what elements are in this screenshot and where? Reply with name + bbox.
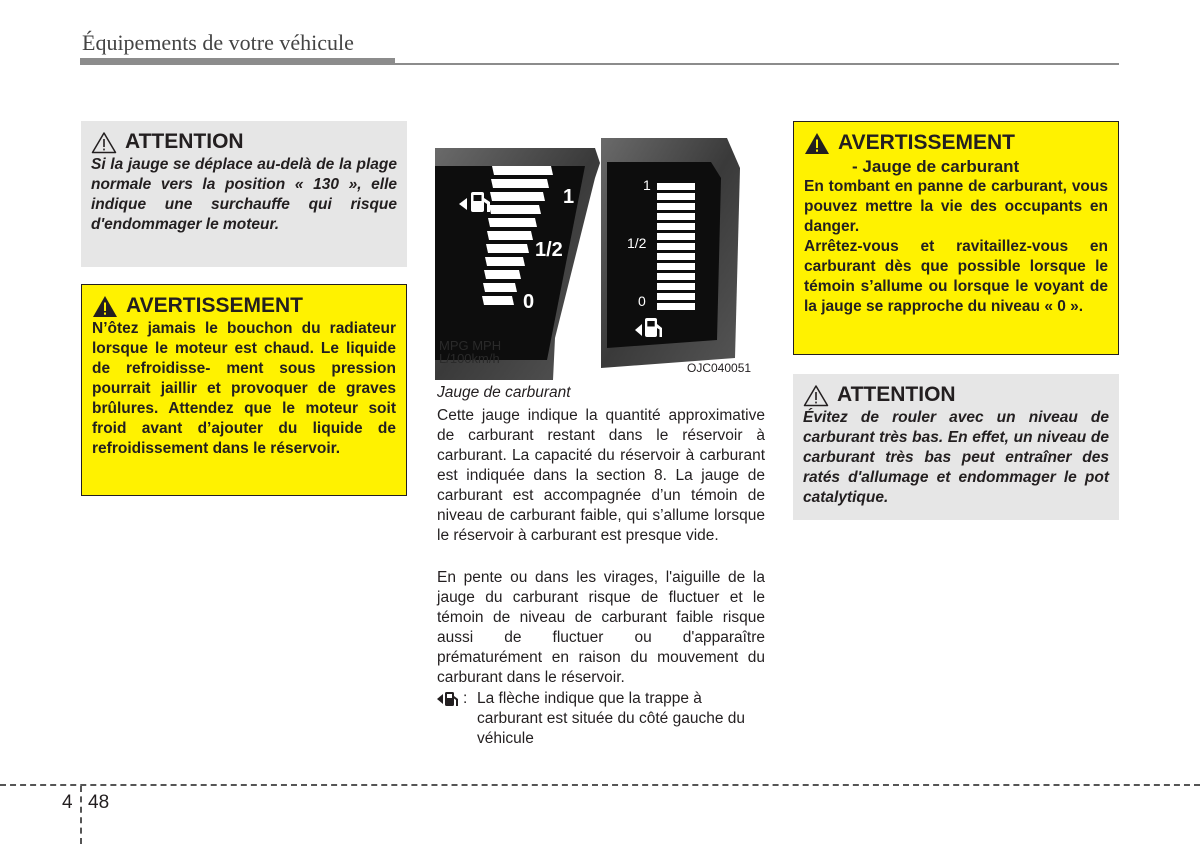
gauge-a-bg-text-2: L/100km/h: [439, 351, 500, 366]
gauge-a-half-mark: 1/2: [535, 239, 563, 261]
gauge-a-full-mark: 1: [563, 186, 575, 208]
gauge-b-full-mark: 1: [643, 177, 651, 193]
avertissement-title: AVERTISSEMENT: [126, 294, 303, 317]
gauge-b-half-mark: 1/2: [627, 235, 647, 251]
warning-triangle-icon: [92, 295, 118, 318]
gauge-a-empty-mark: 0: [523, 291, 535, 313]
attention-low-fuel-title: ATTENTION: [837, 383, 956, 406]
footer-divider: [80, 786, 82, 844]
fuel-gauge-heading: Jauge de carburant: [437, 384, 571, 401]
fuel-door-legend: [437, 689, 765, 749]
warning-triangle-icon: [804, 132, 830, 155]
header-bar: [80, 58, 395, 65]
legend-colon: :: [463, 690, 468, 707]
attention-low-fuel-body: Évitez de rouler avec un niveau de carburant très bas. En effet, un niveau de carburant très bas peut entraîner des ratés d'allumage et endommager le pot catalytique.: [803, 409, 1109, 506]
figure-code: OJC040051: [687, 361, 752, 375]
header-rule: [395, 63, 1119, 65]
gauge-b-empty-mark: 0: [638, 293, 646, 309]
attention-box-low-fuel: [793, 374, 1119, 520]
attention-body: Si la jauge se déplace au-delà de la plage normale vers la position « 130 », elle indique une surchauffe qui risque d'endommager le moteur.: [91, 156, 397, 233]
avertissement-body: N’ôtez jamais le bouchon du radiateur lorsque le moteur est chaud. Le liquide de refroidisse- ment sous pression pourrait jaillir et provoquer de graves brûlures. Attendez que le moteur soit froid avant d’ajouter du liquide de refroidissement dans le réservoir.: [92, 320, 396, 457]
avertissement-box-radiator: [81, 284, 407, 496]
avertissement-box-fuel: [793, 121, 1119, 355]
attention-box-temperature: [81, 121, 407, 267]
fuel-gauge-paragraph-2: En pente ou dans les virages, l'aiguille de la jauge du carburant risque de fluctuer et le témoin de niveau de carburant faible risque aussi de fluctuer ou d'apparaître prématurément en raison du mouvement du carburant dans le réservoir.: [437, 569, 765, 686]
page-number: 48: [88, 792, 110, 813]
warning-triangle-icon: [803, 384, 829, 407]
avertissement-fuel-paragraph-1: En tombant en panne de carburant, vous pouvez mettre la vie des occupants en danger.: [804, 178, 1108, 235]
footer-rule: [0, 784, 1200, 786]
avertissement-fuel-paragraph-2: Arrêtez-vous et ravitaillez-vous en carburant dès que possible lorsque le témoin s’allume ou lorsque le voyant de la jauge se rapproche du niveau « 0 ».: [804, 238, 1108, 315]
fuel-gauge-figure: [435, 118, 765, 380]
warning-triangle-icon: [91, 131, 117, 154]
gauge-a-bg-text-1: MPG MPH: [439, 338, 502, 353]
chapter-number: 4: [62, 792, 73, 813]
gauge-type-b: [601, 138, 765, 378]
page-header-title: Équipements de votre véhicule: [82, 30, 354, 55]
avertissement-fuel-body: [804, 177, 1108, 317]
avertissement-fuel-subtitle: - Jauge de carburant: [852, 157, 1020, 176]
attention-title: ATTENTION: [125, 130, 244, 153]
legend-text: La flèche indique que la trappe à carburant est située du côté gauche du véhicule: [477, 690, 745, 747]
fuel-door-arrow-icon: [437, 691, 461, 707]
avertissement-fuel-title: AVERTISSEMENT: [838, 131, 1015, 154]
fuel-gauge-paragraph-1: Cette jauge indique la quantité approximative de carburant restant dans le réservoir à carburant. La capacité du réservoir à carburant est indiquée dans la section 8. La jauge de carburant est accompagnée d’un témoin de niveau de carburant faible, qui s’allume lorsque le réservoir à carburant est presque vide.: [437, 407, 765, 544]
